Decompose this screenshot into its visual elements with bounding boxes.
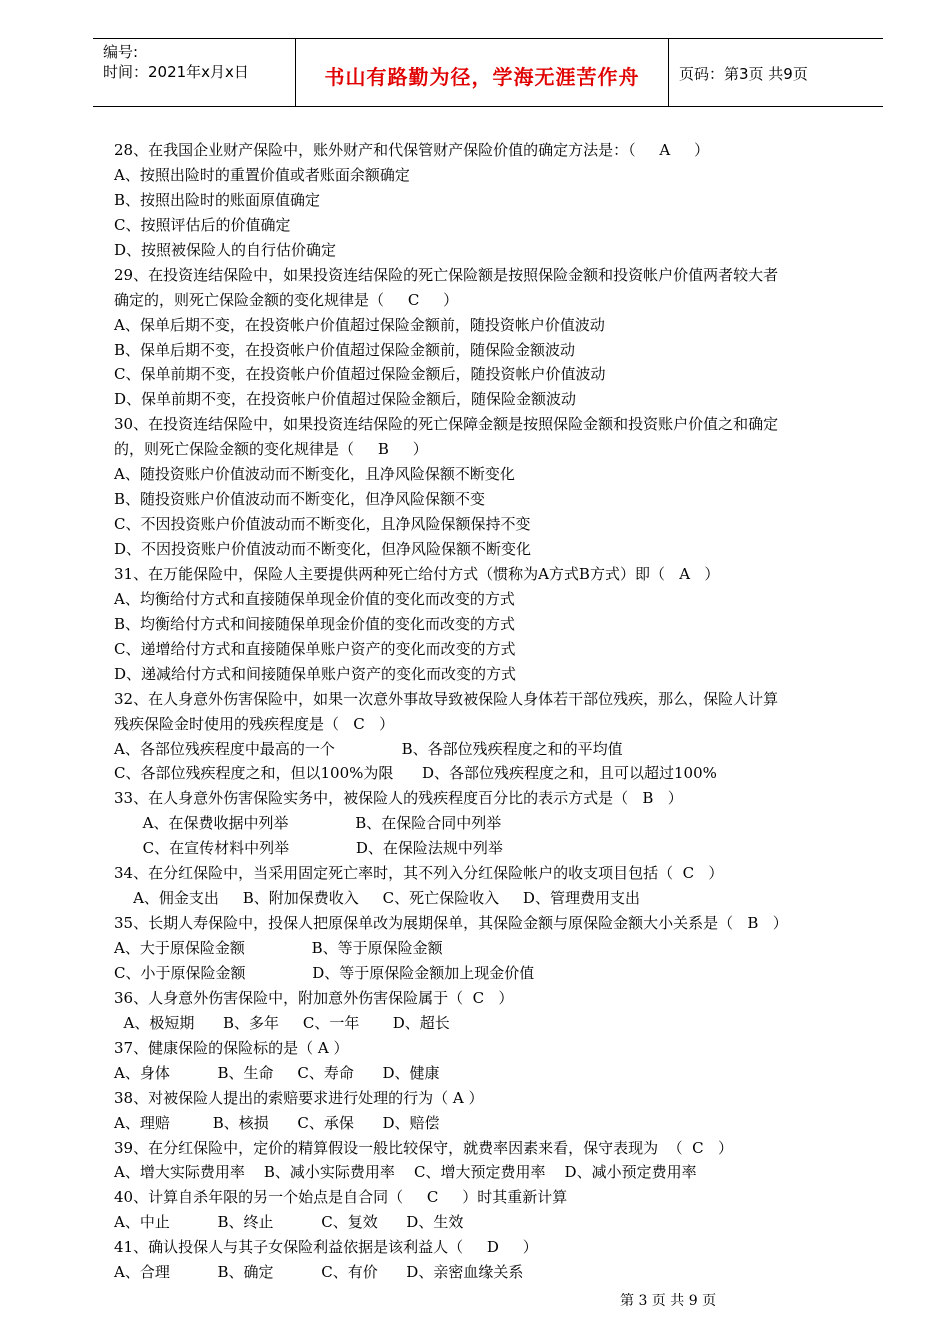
text-line: 40、计算自杀年限的另一个始点是自合同（ C ）时其重新计算	[114, 1188, 568, 1207]
text-line: A、按照出险时的重置价值或者账面余额确定	[114, 165, 410, 184]
document-number-label: 编号:	[103, 43, 139, 61]
text-line: 33、在人身意外伤害保险实务中，被保险人的残疾程度百分比的表示方式是（ B ）	[114, 789, 683, 808]
text-line: B、按照出险时的账面原值确定	[114, 190, 321, 209]
text-line: A、均衡给付方式和直接随保单现金价值的变化而改变的方式	[114, 589, 515, 608]
text-line: B、均衡给付方式和间接随保单现金价值的变化而改变的方式	[114, 614, 516, 633]
page-footer: 第 3 页 共 9 页	[620, 1293, 717, 1309]
text-line: 32、在人身意外伤害保险中，如果一次意外事故导致被保险人身体若干部位残疾，那么，保险人计算	[114, 689, 779, 708]
text-line: C、在宣传材料中列举 D、在保险法规中列举	[114, 839, 503, 858]
text-line: 39、在分红保险中，定价的精算假设一般比较保守，就费率因素来看，保守表现为 （ C ）	[114, 1138, 733, 1157]
text-line: 34、在分红保险中，当采用固定死亡率时，其不列入分红保险帐户的收支项目包括（ C ）	[114, 864, 724, 883]
text-line: C、不因投资账户价值波动而不断变化，且净风险保额保持不变	[114, 515, 531, 534]
text-line: B、保单后期不变，在投资帐户价值超过保险金额前，随保险金额波动	[114, 340, 576, 359]
text-line: C、保单前期不变，在投资帐户价值超过保险金额后，随投资帐户价值波动	[114, 365, 606, 384]
header-meta-cell	[93, 39, 295, 106]
text-line: C、小于原保险金额 D、等于原保险金额加上现金价值	[114, 963, 535, 982]
text-line: 的，则死亡保险金额的变化规律是（ B ）	[114, 440, 428, 459]
text-line: A、各部位残疾程度中最高的一个 B、各部位残疾程度之和的平均值	[114, 739, 623, 758]
text-line: C、递增给付方式和直接随保单账户资产的变化而改变的方式	[114, 639, 516, 658]
text-line: 确定的，则死亡保险金额的变化规律是（ C ）	[114, 290, 459, 309]
text-line: A、合理 B、确定 C、有价 D、亲密血缘关系	[114, 1263, 524, 1282]
text-line: A、在保费收据中列举 B、在保险合同中列举	[114, 814, 502, 833]
text-line: 41、确认投保人与其子女保险利益依据是该利益人（ D ）	[114, 1238, 538, 1257]
text-line: 30、在投资连结保险中，如果投资连结保险的死亡保障金额是按照保险金额和投资账户价值之和确定	[114, 415, 779, 434]
document-time-label: 时间：2021年x月x日	[103, 63, 249, 81]
text-line: B、随投资账户价值波动而不断变化，但净风险保额不变	[114, 490, 486, 509]
question-content	[114, 138, 874, 1285]
text-line: D、按照被保险人的自行估价确定	[114, 240, 337, 259]
text-line: 28、在我国企业财产保险中，账外财产和代保管财产保险价值的确定方法是：（ A ）	[114, 141, 710, 159]
text-line: C、各部位残疾程度之和，但以100%为限 D、各部位残疾程度之和，且可以超过100%	[114, 764, 717, 783]
text-line: 35、长期人寿保险中，投保人把原保单改为展期保单，其保险金额与原保险金额大小关系是（ B ）	[114, 914, 788, 933]
text-line: 31、在万能保险中，保险人主要提供两种死亡给付方式（惯称为A方式B方式）即（ A ）	[114, 564, 720, 583]
header-page-cell	[669, 39, 883, 106]
text-line: 38、对被保险人提出的索赔要求进行处理的行为（ A ）	[114, 1088, 484, 1107]
text-line: D、保单前期不变，在投资帐户价值超过保险金额后，随保险金额波动	[114, 390, 577, 409]
text-line: 29、在投资连结保险中，如果投资连结保险的死亡保险额是按照保险金额和投资帐户价值两者较大者	[114, 265, 779, 284]
header-page-number: 页码：第3页 共9页	[679, 65, 808, 83]
text-line: A、增大实际费用率 B、减小实际费用率 C、增大预定费用率 D、减小预定费用率	[114, 1163, 697, 1182]
text-line: 残疾保险金时使用的残疾程度是（ C ）	[114, 714, 395, 733]
text-line: C、按照评估后的价值确定	[114, 215, 291, 234]
text-line: A、保单后期不变，在投资帐户价值超过保险金额前，随投资帐户价值波动	[114, 315, 605, 334]
text-line: A、佣金支出 B、附加保费收入 C、死亡保险收入 D、管理费用支出	[114, 889, 640, 908]
text-line: A、极短期 B、多年 C、一年 D、超长	[114, 1013, 450, 1032]
text-line: A、理赔 B、核损 C、承保 D、赔偿	[114, 1113, 440, 1132]
text-line: 37、健康保险的保险标的是（ A ）	[114, 1038, 349, 1057]
text-line: A、中止 B、终止 C、复效 D、生效	[114, 1213, 464, 1232]
text-line: A、随投资账户价值波动而不断变化，且净风险保额不断变化	[114, 465, 515, 484]
text-line: A、身体 B、生命 C、寿命 D、健康	[114, 1063, 440, 1082]
text-line: 36、人身意外伤害保险中，附加意外伤害保险属于（ C ）	[114, 988, 514, 1007]
text-line: D、不因投资账户价值波动而不断变化，但净风险保额不断变化	[114, 540, 532, 558]
text-line: D、递减给付方式和间接随保单账户资产的变化而改变的方式	[114, 664, 517, 683]
header-motto-cell	[295, 39, 669, 106]
page-header	[93, 38, 883, 107]
text-line: A、大于原保险金额 B、等于原保险金额	[114, 939, 443, 957]
header-motto: 书山有路勤为径，学海无涯苦作舟	[324, 65, 640, 89]
